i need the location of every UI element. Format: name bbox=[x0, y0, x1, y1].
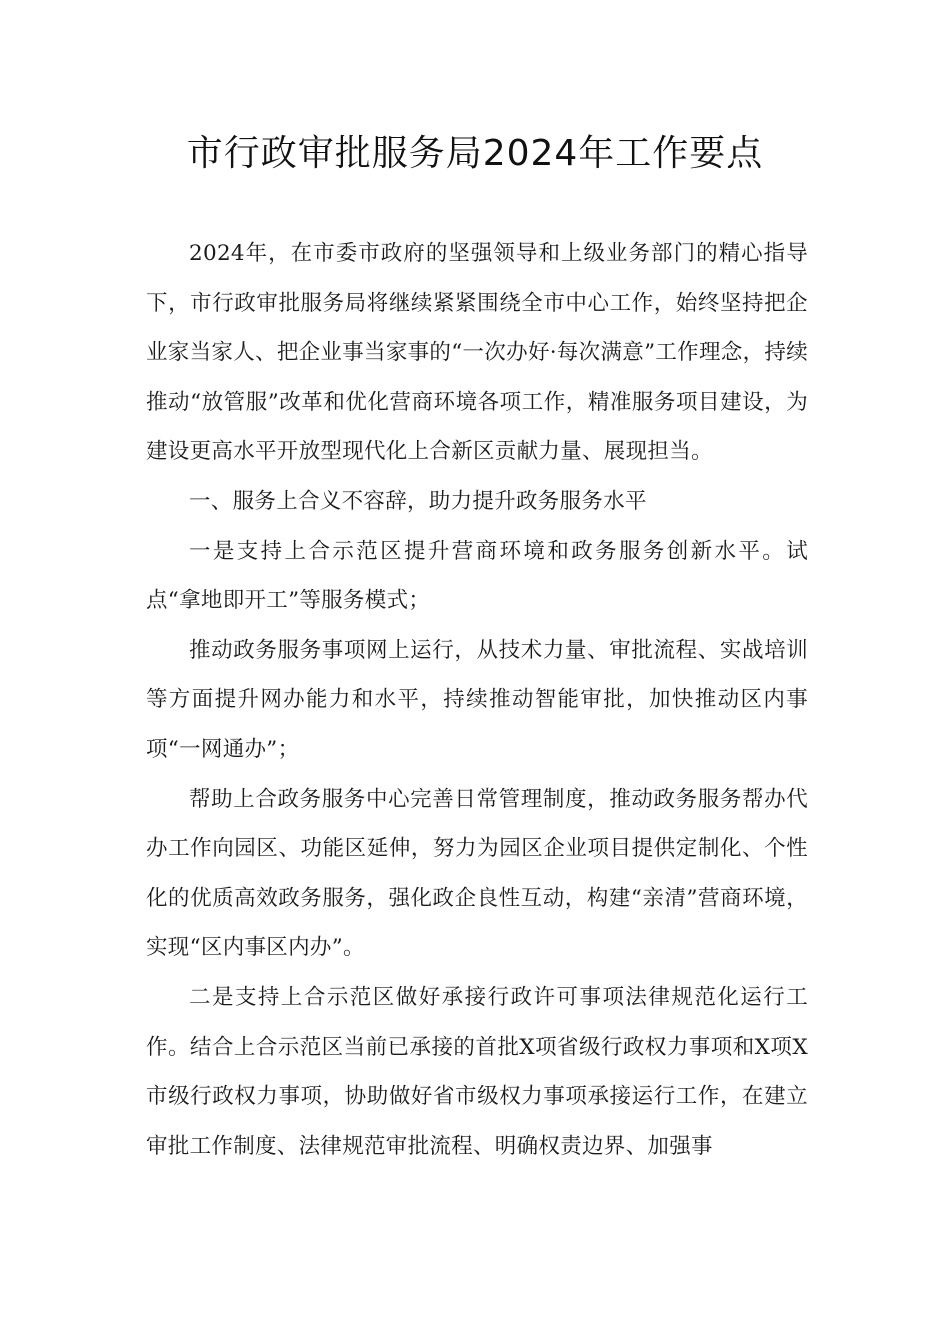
paragraph-item-2: 二是支持上合示范区做好承接行政许可事项法律规范化运行工作。结合上合示范区当前已承接的首批X项省级行政权力事项和X项X市级行政权力事项，协助做好省市级权力事项承接运行工作，在建立审批工作制度、法律规范审批流程、明确权责边界、加强事 bbox=[146, 984, 808, 1159]
paragraph-item-1-center: 帮助上合政务服务中心完善日常管理制度，推动政务服务帮办代办工作向园区、功能区延伸，努力为园区企业项目提供定制化、个性化的优质高效政务服务，强化政企良性互动，构建“亲清”营商环境，实现“区内事区内办”。 bbox=[146, 786, 808, 961]
document-title: 市行政审批服务局2024年工作要点 bbox=[186, 133, 764, 174]
paragraph-item-1: 一是支持上合示范区提升营商环境和政务服务创新水平。试点“拿地即开工”等服务模式； bbox=[146, 538, 808, 614]
paragraph-intro: 2024年，在市委市政府的坚强领导和上级业务部门的精心指导下，市行政审批服务局将继续紧紧围绕全市中心工作，始终坚持把企业家当家人、把企业事当家事的“一次办好·每次满意”工作理念，持续推动“放管服”改革和优化营商环境各项工作，精准服务项目建设，为建设更高水平开放型现代化上合新区贡献力量、展现担当。 bbox=[146, 241, 808, 465]
document-body bbox=[146, 229, 808, 1171]
paragraph-item-1-online: 推动政务服务事项网上运行，从技术力量、审批流程、实战培训等方面提升网办能力和水平，持续推动智能审批，加快推动区内事项“一网通办”； bbox=[146, 637, 808, 762]
section-heading-1: 一、服务上合义不容辞，助力提升政务服务水平 bbox=[189, 488, 647, 514]
